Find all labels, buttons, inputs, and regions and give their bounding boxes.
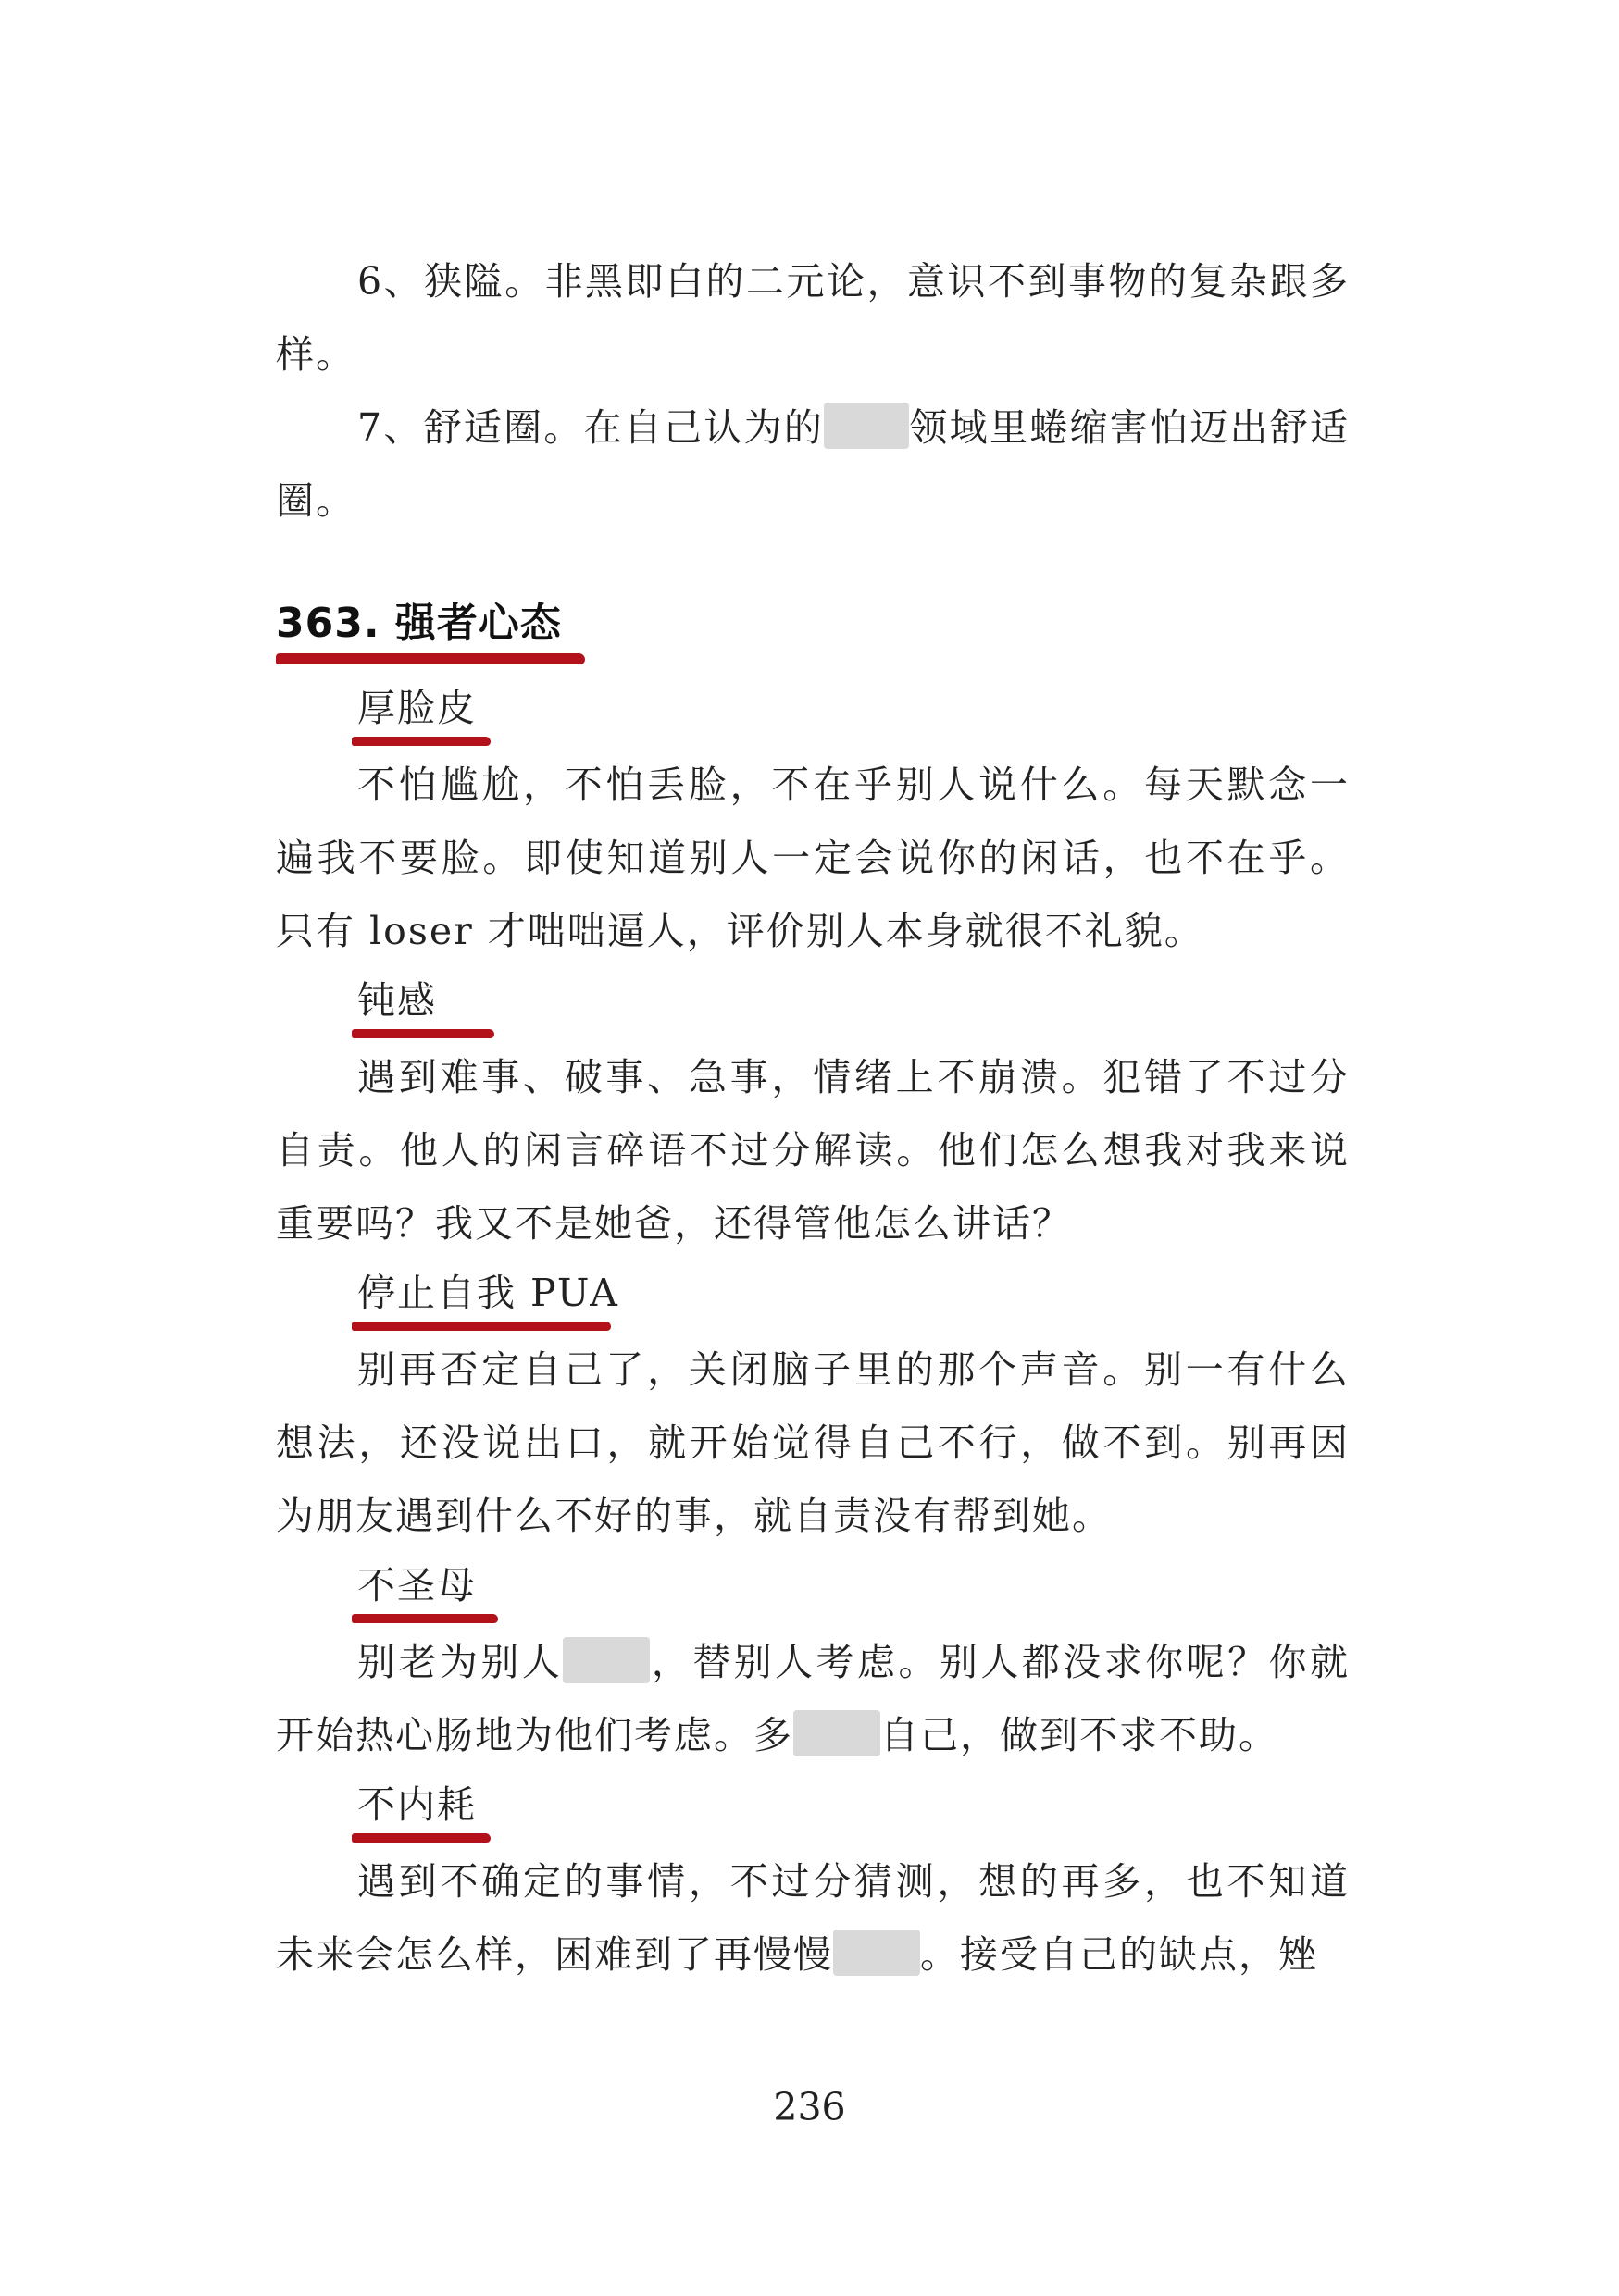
redaction-box xyxy=(563,1637,650,1683)
text-segment: 自己，做到不求不助。 xyxy=(880,1713,1278,1757)
paragraph-insensitivity: 遇到难事、破事、急事，情绪上不崩溃。犯错了不过分自责。他人的闲言碎语不过分解读。他们怎么想我对我来说重要吗？我又不是她爸，还得管他怎么讲话？ xyxy=(276,1055,1350,1246)
subheading-text: 厚脸皮 xyxy=(357,686,477,730)
subheading-no-internal-friction xyxy=(276,1772,1350,1845)
page-content xyxy=(276,245,1350,1992)
paragraph-thick-skin: 不怕尴尬，不怕丢脸，不在乎别人说什么。每天默念一遍我不要脸。即使知道别人一定会说你的闲话，也不在乎。只有 loser 才咄咄逼人，评价别人本身就很不礼貌。 xyxy=(276,763,1350,953)
subheading-text: 停止自我 PUA xyxy=(357,1271,619,1315)
red-underline xyxy=(352,737,491,746)
text-segment: 别老为别人 xyxy=(357,1640,564,1684)
redaction-box xyxy=(793,1710,880,1756)
text-segment: 遇到不确定的事情，不过分猜测，想的再多，也不知道未来会怎么样，困难到了再慢慢 xyxy=(276,1859,1350,1977)
red-underline xyxy=(276,653,585,664)
list-item-6: 6、狭隘。非黑即白的二元论，意识不到事物的复杂跟多样。 xyxy=(276,259,1350,377)
section-title-text: 363. 强者心态 xyxy=(276,600,562,647)
redaction-box xyxy=(833,1930,920,1976)
red-underline xyxy=(352,1833,491,1843)
paragraph-stop-self-pua: 别再否定自己了，关闭脑子里的那个声音。别一有什么想法，还没说出口，就开始觉得自己不行，做不到。别再因为朋友遇到什么不好的事，就自责没有帮到她。 xyxy=(276,1347,1350,1538)
subheading-text: 不内耗 xyxy=(357,1782,477,1827)
subheading-thick-skin xyxy=(276,676,1350,749)
redaction-box xyxy=(824,403,909,449)
paragraph-no-internal-friction xyxy=(276,1845,1350,1992)
subheading-insensitivity xyxy=(276,968,1350,1041)
red-underline xyxy=(352,1029,494,1038)
red-underline xyxy=(352,1322,611,1331)
item7-text-before: 7、舒适圈。在自己认为的 xyxy=(357,405,825,450)
section-title xyxy=(276,592,1350,676)
page-number: 236 xyxy=(773,2085,846,2129)
text-segment: 。接受自己的缺点，矬 xyxy=(920,1932,1318,1977)
subheading-stop-self-pua xyxy=(276,1260,1350,1334)
red-underline xyxy=(352,1614,498,1623)
paragraph-not-saint xyxy=(276,1626,1350,1772)
text-segment: ，替别人考虑。别人都没求你呢？你就开始热心肠地为他们考虑。多 xyxy=(276,1640,1351,1757)
subheading-not-saint xyxy=(276,1553,1350,1626)
subheading-text: 不圣母 xyxy=(357,1563,477,1607)
list-item-7 xyxy=(276,391,1350,538)
item7-text-after: 领域里蜷缩害怕迈出舒适圈。 xyxy=(276,405,1350,523)
subheading-text: 钝感 xyxy=(357,978,437,1023)
